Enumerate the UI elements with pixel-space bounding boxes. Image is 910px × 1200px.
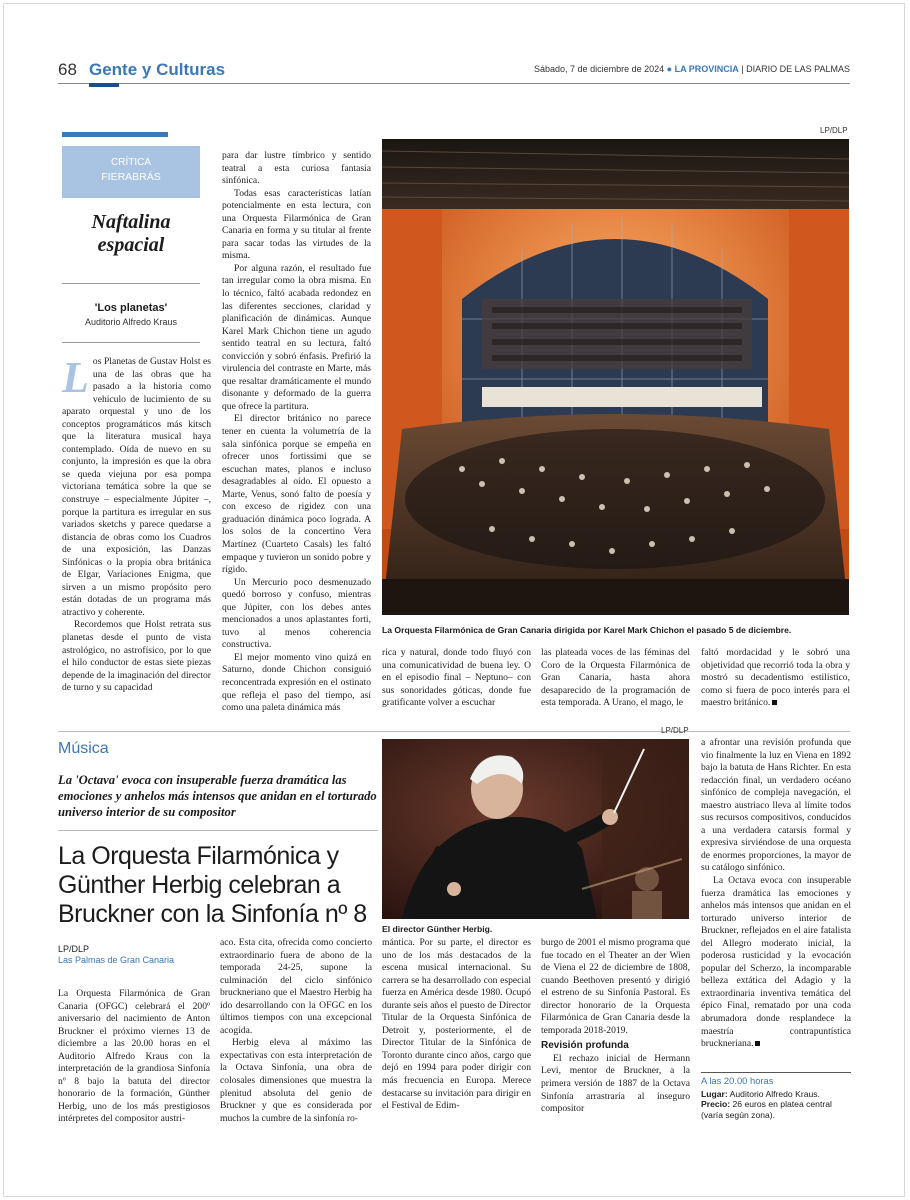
music-closing-text: La Octava evoca con insuperable fuerza dramática las emociones y anhelos más intensos que anidan en el torturado universo interior de Bruckner, reflejados en el aire fatalista del Allegro moderato inicial, la poderosa rusticidad y la evocación popular del Scherzo, la incomparable belleza extática del Adagio y la extraordinaria inventiva temática del épico Final, rematado por una coda abrumadora donde resplandece la maestría contrapuntística bruckneriana. bbox=[701, 875, 851, 1050]
music-paragraph: burgo de 2001 el mismo programa que fue tocado en el Theater an der Wien de Viena el 22 de diciembre de 1808, cuando Beethoven presentó y dirigió el estreno de su Sinfonía Pastoral. Es director honorario de la Orquesta Filarmónica de Gran Canaria desde la temporada 2018-2019. bbox=[541, 937, 690, 1036]
music-column-2 bbox=[220, 937, 372, 1125]
review-headline-line-2: espacial bbox=[97, 234, 165, 256]
header-divider: | bbox=[741, 64, 744, 74]
orchestra-hall-photo bbox=[382, 139, 849, 615]
music-paragraph bbox=[701, 875, 851, 1051]
info-price-label: Precio: bbox=[701, 1099, 731, 1109]
review-divider-bottom bbox=[62, 342, 200, 343]
info-time: A las 20.00 horas bbox=[701, 1075, 774, 1086]
end-mark-icon bbox=[755, 1041, 760, 1046]
review-paragraph: las plateada voces de las féminas del Coro de la Orquesta Filarmónica de Gran Canaria, hasta ahora desaparecido de la programación de esta temporada. A Urano, el mago, le bbox=[541, 647, 690, 709]
review-paragraph: Recordemos que Holst retrata sus planetas desde el punto de vista astrológico, no astrofísico, por lo que el hilo conductor de estas siete piezas depende de la imaginación del director de turno y su capacidad bbox=[62, 619, 211, 694]
info-price: 26 euros en platea central (varía según zona). bbox=[701, 1099, 832, 1120]
review-paragraph: Por alguna razón, el resultado fue tan irregular como la obra misma. En lo técnico, faltó acabada redondez en las diferentes secciones, claridad y planificación de dinámicas. Aunque Karel Mark Chichon tiene un agudo sentido teatral en su lectura, faltó convicción y sobró énfasis. Prefirió la virulencia del contraste en Marte, más que resaltar dramáticamente el mundo disonante y deformado de la guerra que ofrece la partitura. bbox=[222, 262, 371, 412]
orchestra-hall-illustration bbox=[382, 139, 849, 615]
header-accent bbox=[89, 83, 119, 87]
review-paragraph: para dar lustre tímbrico y sentido teatral a esta curiosa fantasía sinfónica. bbox=[222, 150, 371, 187]
music-paragraph: El rechazo inicial de Hermann Levi, mentor de Bruckner, a la primera versión de 1887 de la Octava Sinfonía arrastraría al inseguro compositor bbox=[541, 1052, 690, 1115]
review-work-title: 'Los planetas' bbox=[94, 302, 168, 314]
music-paragraph: Herbig eleva al máximo las expectativas con esta interpretación de la Octava Sinfonía, una obra de colosales dimensiones que muestra la plenitud absoluta del genio de Bruckner y que es considerada por muchos la cumbre de la sinfonía ro- bbox=[220, 1037, 372, 1124]
music-column-3 bbox=[382, 937, 531, 1113]
hall-photo-caption: La Orquesta Filarmónica de Gran Canaria dirigida por Karel Mark Chichon el pasado 5 de diciembre. bbox=[382, 625, 792, 635]
review-details bbox=[62, 301, 200, 329]
music-paragraph: aco. Esta cita, ofrecida como concierto extraordinario fuera de abono de la temporada 24-25, supone la culminación del ciclo sinfónico bruckneriano que el Maestro Herbig ha ido desarrollando con la OFGC en los últimos tiempos con una excepcional acogida. bbox=[220, 937, 372, 1036]
music-paragraph: La Orquesta Filarmónica de Gran Canaria (OFGC) celebrará el 200º aniversario del nacimiento de Anton Bruckner el próximo viernes 13 de diciembre a las 20.00 horas en el Auditorio Alfredo Kraus con la interpretación de la grandiosa Sinfonía nº 8 bajo la batuta del director honorario de la formación, Günther Herbig, uno de los más prestigiosos intérpretes del compositor austri- bbox=[58, 988, 210, 1125]
music-deck: La 'Octava' evoca con insuperable fuerza dramática las emociones y anhelos más intensos que anidan en el torturado universo interior de su compositor bbox=[58, 773, 377, 819]
review-headline bbox=[62, 211, 200, 257]
conductor-photo-caption: El director Günther Herbig. bbox=[382, 924, 493, 934]
review-accent-bar bbox=[62, 132, 168, 137]
review-paragraph: Todas esas características latían potencialmente en esta lectura, con una Orquesta Filarmónica de Gran Canaria en forma y su titular al frente para sacar todas las virtudes de la misma. bbox=[222, 187, 371, 262]
music-byline bbox=[58, 944, 174, 966]
music-column-1 bbox=[58, 988, 210, 1126]
review-author: FIERABRÁS bbox=[101, 171, 161, 183]
music-subheading: Revisión profunda bbox=[541, 1040, 629, 1052]
end-mark-icon bbox=[772, 700, 777, 705]
music-headline: La Orquesta Filarmónica y Günther Herbig celebran a Bruckner con la Sinfonía nº 8 bbox=[58, 842, 367, 928]
music-paragraph: mántica. Por su parte, el director es uno de los más destacados de la escena musical internacional. Su carrera se ha desarrollado con especial fuerza en América desde 1980. Ocupó durante seis años el puesto de Director Titular de la Orquesta Sinfónica de Detroit y, posteriormente, el de Director Titular de la Sinfónica de Toronto durante cinco años, cargo que dejó en 1994 para poder dirigir con más frecuencia en Europa. Merece destacarse su invitación para dirigir en el Festival de Edim- bbox=[382, 937, 531, 1112]
review-paragraph: rica y natural, donde todo fluyó con una comunicatividad de buena ley. O en el episodio final – Neptuno– con sus sonoridades góticas, donde fue gratificante volver a escuchar bbox=[382, 647, 531, 709]
info-rule bbox=[701, 1072, 851, 1073]
music-section-label: Música bbox=[58, 740, 109, 757]
bullet-icon: ● bbox=[666, 64, 675, 74]
review-column-5 bbox=[701, 647, 850, 710]
review-paragraph bbox=[701, 647, 850, 710]
section-rule bbox=[58, 731, 850, 732]
byline-location: Las Palmas de Gran Canaria bbox=[58, 955, 175, 965]
newspaper-subtitle: DIARIO DE LAS PALMAS bbox=[746, 64, 850, 74]
newspaper-name: LA PROVINCIA bbox=[674, 64, 739, 74]
review-divider-top bbox=[62, 283, 200, 284]
page-number: 68 bbox=[58, 60, 77, 79]
herbig-photo-credit: LP/DLP bbox=[661, 726, 689, 735]
review-paragraph: El director británico no parece tener en cuenta la volumetría de la sala sinfónica porque se empeña en ofrecer unos fortissimi que se escuchan mates, planos e incluso desagradables al oído. El opuesto a Marte, Venus, sonó falto de poesía y con exceso de rigidez con una graduación dinámica poco lograda. A los solos de la concertino Vera Martínez (Cuarteto Casals) les faltó empaque y tuvieron un sonido pobre y rígido. bbox=[222, 413, 371, 576]
drop-cap: L bbox=[62, 353, 89, 402]
review-headline-line-1: Naftalina bbox=[91, 211, 171, 233]
info-venue-row bbox=[701, 1089, 851, 1100]
review-venue: Auditorio Alfredo Kraus bbox=[84, 317, 178, 327]
section-title: Gente y Culturas bbox=[89, 60, 226, 79]
review-paragraph: os Planetas de Gustav Holst es una de las obras que ha pasado a la historia como vehículo de lucimiento de su aparato orquestal y uno de los conceptos programáticos más kitsch que la literatura musical haya contemplado. Oída de nuevo en su conjunto, la impresión es que la obra se queda viejuna por esa pompa victoriana temática sobre la que se construye – especialmente Júpiter –, porque la partitura es irregular en sus variados sketchs y parece quedarse a distancia de obras como los Cuadros de una exposición, las Danzas Sinfónicas o la propia obra británica de Elgar, Variaciones Enigma, que sirven a un mismo propósito pero están dotadas de un programa más atractivo y coherente. bbox=[62, 356, 211, 618]
header-meta bbox=[534, 64, 850, 74]
conductor-photo bbox=[382, 739, 689, 919]
review-column-3 bbox=[382, 647, 531, 710]
header-date: Sábado, 7 de diciembre de 2024 bbox=[534, 64, 665, 74]
review-paragraph: El mejor momento vino quizá en Saturno, donde Chichon consiguió reconcentrada expresión en el ostinato que refleja el paso del tiempo, así como una paleta dinámica más bbox=[222, 651, 371, 714]
header-rule bbox=[58, 83, 850, 84]
deck-rule bbox=[58, 830, 378, 831]
info-price-row bbox=[701, 1099, 851, 1120]
concert-info-box bbox=[701, 1076, 851, 1120]
byline-agency: LP/DLP bbox=[58, 944, 90, 954]
review-column-1 bbox=[62, 353, 211, 695]
review-kicker: CRÍTICA bbox=[111, 157, 151, 168]
music-paragraph: a afrontar una revisión profunda que vio finalmente la luz en Viena en 1892 bajo la batuta de Hans Richter. En esta redacción final, un verdadero océano sinfónico de compleja navegación, el maestro austriaco lleva al límite todos sus recursos compositivos, conducidos a una verdadera catarsis formal y expresiva sirviéndose de una orquesta de enormes proporciones, la mayor de su catálogo sinfónico. bbox=[701, 737, 851, 874]
info-venue: Auditorio Alfredo Kraus. bbox=[729, 1088, 820, 1099]
review-column-4 bbox=[541, 647, 690, 710]
review-closing-text: faltó mordacidad y le sobró una objetividad que recorrió toda la obra y mostró su decadentismo estilístico, como si fuera de poco interés para el maestro británico. bbox=[701, 647, 850, 709]
music-column-5 bbox=[701, 737, 851, 1051]
info-venue-label: Lugar: bbox=[701, 1088, 728, 1099]
music-column-4 bbox=[541, 937, 690, 1116]
review-kicker-box bbox=[62, 146, 200, 198]
review-column-2 bbox=[222, 150, 371, 715]
conductor-illustration bbox=[382, 739, 689, 919]
review-paragraph: Un Mercurio poco desmenuzado quedó borroso y confuso, mientras que Júpiter, con los debes antes mencionados a unos aplastantes forti, tuvo al menos coherencia constructiva. bbox=[222, 576, 371, 651]
hall-photo-credit: LP/DLP bbox=[820, 126, 848, 135]
